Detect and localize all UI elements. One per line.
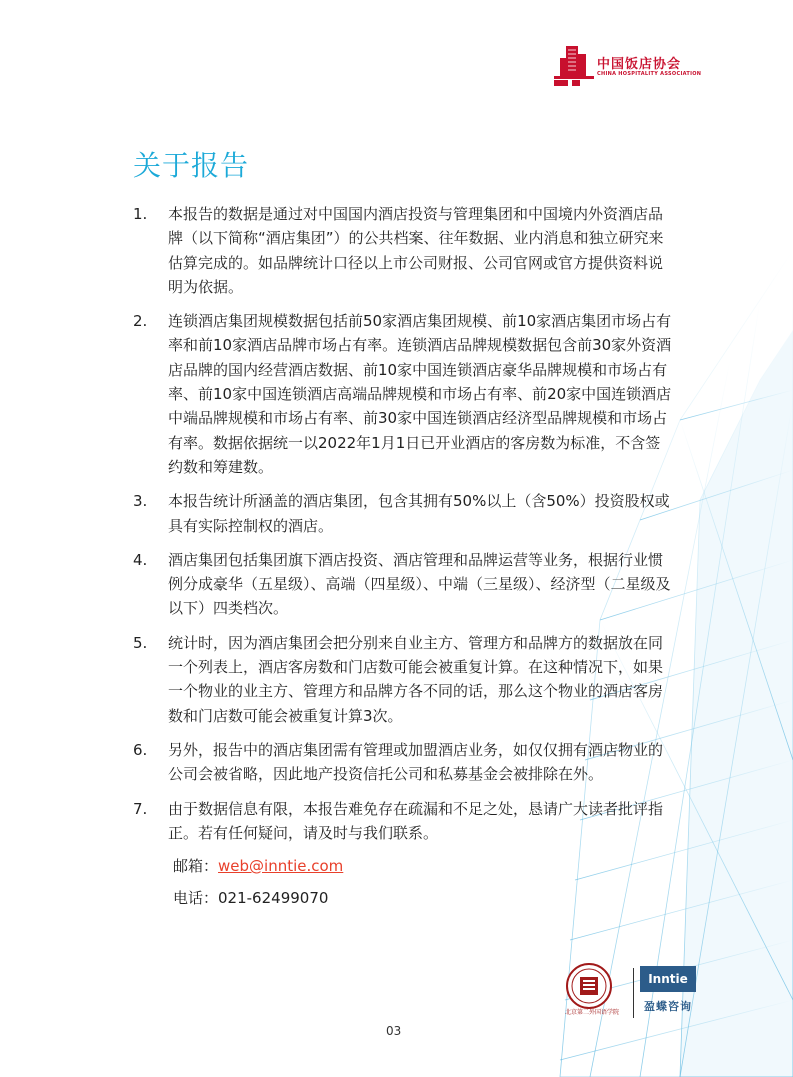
inntie-logo: Inntie <box>640 966 696 992</box>
list-item-text: 由于数据信息有限，本报告难免存在疏漏和不足之处，恳请广大读者批评指正。若有任何疑问，请及时与我们联系。 <box>168 799 664 842</box>
contact-phone-line <box>173 886 328 910</box>
list-item-number: 5. <box>133 633 148 652</box>
list-item-text: 连锁酒店集团规模数据包括前50家酒店集团规模、前10家酒店集团市场占有率和前10家酒店品牌市场占有率。连锁酒店品牌规模数据包含前30家外资酒店品牌的国内经营酒店数据、前10家中国连锁酒店豪华品牌规模和市场占有率、前10家中国连锁酒店高端品牌规模和市场占有率、前20家中国连锁酒店中端品牌规模和市场占有率、前30家中国连锁酒店经济型品牌规模和市场占有率。数据依据统一以2022年1月1日已开业酒店的客房数为标准，不含签约数和筹建数。 <box>168 312 672 476</box>
building-logo-icon <box>552 44 596 88</box>
list-item-text: 另外，报告中的酒店集团需有管理或加盟酒店业务，如仅仅拥有酒店物业的公司会被省略，因此地产投资信托公司和私募基金会被排除在外。 <box>168 740 664 784</box>
page-title: 关于报告 <box>133 149 250 182</box>
footer-logo-divider <box>633 968 634 1018</box>
list-item-number: 6. <box>133 740 148 759</box>
list-item-number: 3. <box>133 492 148 511</box>
list-item-number: 4. <box>133 550 148 569</box>
list-item <box>133 489 673 538</box>
phone-value: 021-62499070 <box>218 889 329 907</box>
china-hospitality-association-logo <box>552 44 702 88</box>
report-notes-list <box>133 202 673 855</box>
list-item-text: 本报告的数据是通过对中国国内酒店投资与管理集团和中国境内外资酒店品牌（以下简称“酒店集团”）的公共档案、往年数据、业内消息和独立研究来估算完成的。如品牌统计口径以上市公司财报、公司官网或官方提供资料说明为依据。 <box>168 205 664 296</box>
email-label: 邮箱： <box>173 857 219 875</box>
list-item-text: 统计时，因为酒店集团会把分别来自业主方、管理方和品牌方的数据放在同一个列表上，酒店客房数和门店数可能会被重复计算。在这种情况下，如果一个物业的业主方、管理方和品牌方各不同的话，那么这个物业的酒店客房数和门店数可能会被重复计算3次。 <box>168 633 664 725</box>
list-item-number: 2. <box>133 312 148 331</box>
list-item-text: 本报告统计所涵盖的酒店集团，包含其拥有50%以上（含50%）投资股权或具有实际控制权的酒店。 <box>168 492 670 535</box>
page-number: 03 <box>386 1024 402 1038</box>
list-item-number: 7. <box>133 799 148 818</box>
list-item <box>133 309 673 479</box>
inntie-name-cn: 盈蝶咨询 <box>644 1000 692 1013</box>
list-item <box>133 202 673 299</box>
list-item-text: 酒店集团包括集团旗下酒店投资、酒店管理和品牌运营等业务，根据行业惯例分成豪华（五星级）、高端（四星级）、中端（三星级）、经济型（二星级及以下）四类档次。 <box>168 550 671 618</box>
list-item <box>133 738 673 787</box>
list-item <box>133 797 673 846</box>
list-item <box>133 631 673 728</box>
email-link[interactable]: web@inntie.com <box>218 857 344 875</box>
bisu-name: 北京第二外国语学院 <box>564 1009 619 1016</box>
phone-label: 电话： <box>173 889 219 907</box>
list-item-number: 1. <box>133 205 148 223</box>
logo-org-name-en: CHINA HOSPITALITY ASSOCIATION <box>597 71 702 77</box>
contact-email-line <box>173 854 343 878</box>
list-item <box>133 548 673 621</box>
logo-org-name-cn: 中国饭店协会 <box>597 57 682 72</box>
